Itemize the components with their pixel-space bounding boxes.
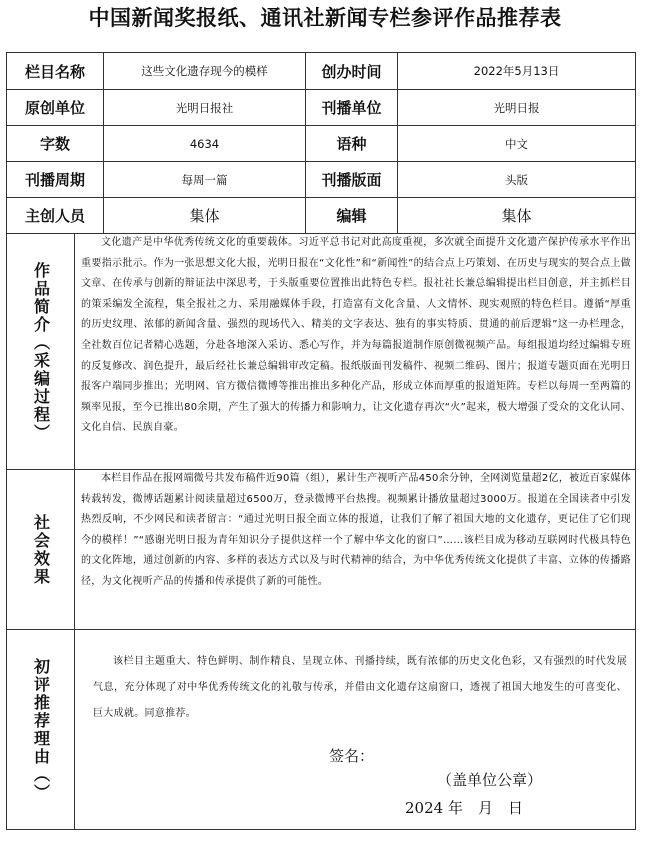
founded-date-value: 2022年5月13日 bbox=[473, 64, 560, 78]
editor-value: 集体 bbox=[501, 207, 532, 225]
publish-cycle-value: 每周一篇 bbox=[181, 172, 228, 187]
language-label: 语种 bbox=[336, 135, 367, 153]
reason-section-label: 初评推荐理由（） bbox=[31, 657, 51, 802]
page-value: 头版 bbox=[505, 172, 528, 187]
creators-value: 集体 bbox=[189, 207, 220, 225]
effect-section-label: 社会效果 bbox=[31, 513, 51, 586]
original-unit-label: 原创单位 bbox=[24, 99, 85, 117]
intro-text: 文化遗产是中华优秀传统文化的重要载体。习近平总书记对此高度重视，多次就全面提升文化遗产保护传承水平作出重要指示批示。作为一张思想文化大报，光明日报在“文化性”和“新闻性”的结合点上巧策划、在历史与现实的契合点上做文章、在传承与创新的辩证法中深思考，于头版重要位置推出此特色专栏。报社社长兼总编辑提出栏目创意，并主抓栏目的策采编发全流程，集全报社之力、采用融媒体手段，打造富有文化含量、人文情怀、现实观照的特色栏目。遵循“厚重的历史纹理、浓郁的新闻含量、强烈的现场代入、精美的文字表达、独有的事实特质、贯通的前后逻辑”这一办栏理念，全社数百位记者精心选题，分赴各地深入采访、悉心写作，并为每篇报道制作原创微视频产品。每组报道均经过编辑专班的反复修改、润色提升，最后经社长兼总编辑审改定稿。报纸版面刊发稿件、视频二维码、图片；报道专题页面在光明日报客户端同步推出；光明网、官方微信微博等推出推出多种化产品，形成立体而厚重的报道矩阵。专栏以每周一至两篇的频率见报，至今已推出80余期，产生了强大的传播力和影响力，让文化遗存再次“火”起来，极大增强了受众的文化认同、文化自信、民族自豪。 bbox=[81, 237, 631, 434]
form-title: 中国新闻奖报纸、通讯社新闻专栏参评作品推荐表 bbox=[88, 5, 562, 30]
publisher-value: 光明日报 bbox=[493, 100, 540, 115]
editor-label: 编辑 bbox=[336, 207, 367, 225]
intro-section-label: 作品简介（采编过程） bbox=[31, 261, 51, 442]
original-unit-value: 光明日报社 bbox=[175, 100, 234, 115]
signature-label: 签名： bbox=[329, 747, 375, 765]
column-name-label: 栏目名称 bbox=[24, 62, 85, 81]
effect-text: 本栏目作品在报网端微号共发布稿件近90篇（组），累计生产视听产品450余分钟，全网浏览量超2亿，被近百家媒体转载转发，微博话题累计阅读量超过6500万，登录微博平台热搜。视频累计播放量超过3000万。报道在全国读者中引发热烈反响，不少网民和读者留言：“通过光明日报全面立体的报道，让我们了解了祖国大地的文化遗存，更记住了它们现今的模样！”“感谢光明日报为青年知识分子提供这样一个了解中华文化的窗口”……该栏目成为移动互联网时代极具特色的文化阵地，通过创新的内容、多样的表达方式以及与时代精神的结合，为中华优秀传统文化提供了丰富、立体的传播路径，为文化视听产品的传播和传承提供了新的可能性。 bbox=[81, 473, 631, 587]
word-count-value: 4634 bbox=[189, 136, 220, 151]
stamp-label: （盖单位公章） bbox=[437, 771, 543, 789]
column-name-value: 这些文化遗存现今的模样 bbox=[141, 64, 268, 78]
recommendation-form-table bbox=[6, 52, 636, 830]
publish-cycle-label: 刊播周期 bbox=[24, 171, 85, 189]
word-count-label: 字数 bbox=[39, 135, 70, 153]
publisher-label: 刊播单位 bbox=[321, 99, 382, 117]
page-label: 刊播版面 bbox=[321, 171, 382, 189]
founded-date-label: 创办时间 bbox=[321, 62, 382, 81]
reason-text: 该栏目主题重大、特色鲜明、制作精良、呈现立体、刊播持续，既有浓郁的历史文化色彩，又有强烈的时代发展气息，充分体现了对中华优秀传统文化的礼敬与传承，并借由文化遗存这扇窗口，透视了祖国大地发生的可喜变化、巨大成就。同意推荐。 bbox=[93, 656, 627, 719]
language-value: 中文 bbox=[505, 136, 528, 151]
date-label: 2024 年 月 日 bbox=[405, 799, 523, 817]
creators-label: 主创人员 bbox=[24, 207, 85, 225]
